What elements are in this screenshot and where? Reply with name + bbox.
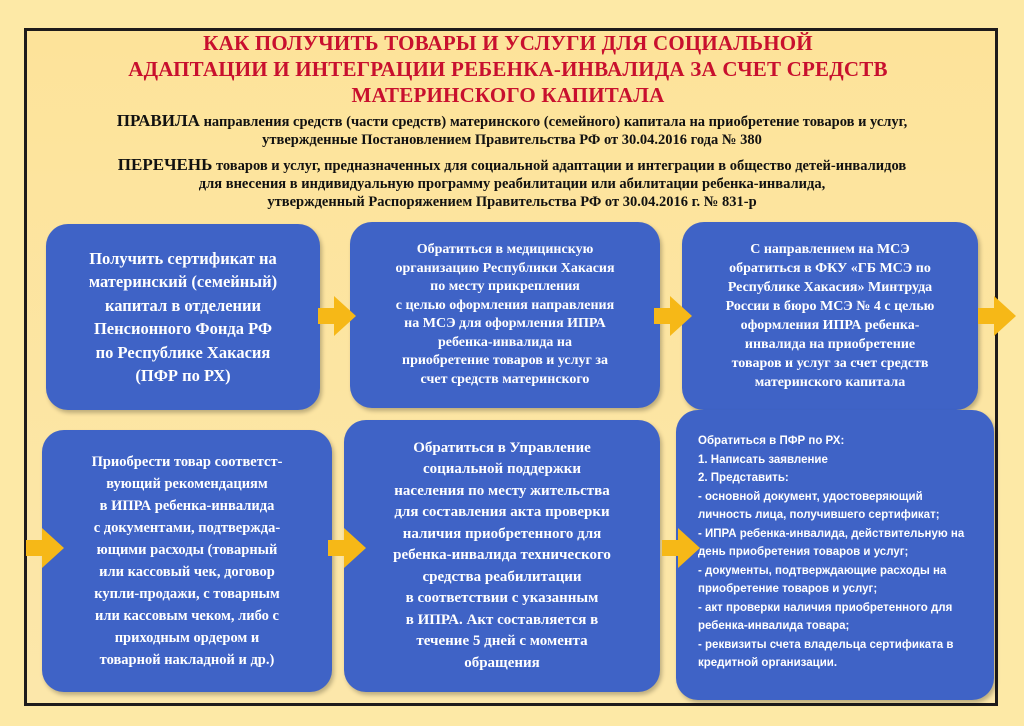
arrow-right-icon (334, 296, 356, 336)
title-line-1: КАК ПОЛУЧИТЬ ТОВАРЫ И УСЛУГИ ДЛЯ СОЦИАЛЬНОЙ (203, 31, 813, 55)
list-line2: для внесения в индивидуальную программу реабилитации или абилитации ребенка-инвалида, (198, 176, 826, 192)
step-6-item: - реквизиты счета владельца сертификата в кредитной организации. (698, 638, 954, 669)
rules-paragraph (28, 112, 996, 149)
arrow-right-icon (994, 296, 1016, 336)
rules-lead: ПРАВИЛА (116, 111, 200, 130)
step-6-item: 2. Представить: (698, 472, 789, 484)
rules-text: направления средств (части средств) материнского (семейного) капитала на приобретение товаров и услуг, (203, 114, 908, 130)
step-6-item: - ИПРА ребенка-инвалида, действительную на день приобретения товаров и услуг; (698, 527, 965, 558)
step-5-text: Обратиться в Управление социальной поддержки населения по месту жительства для составления акта проверки наличия приобретенного для ребенка-инвалида технического средства реабилитации в соответствии с указанным в ИПРА. Акт составляется в течение 5 дней с момента обращения (393, 439, 611, 671)
arrow-right-icon (42, 528, 64, 568)
arrow-right-icon (678, 528, 700, 568)
arrow-right-icon (344, 528, 366, 568)
step-6-item: - документы, подтверждающие расходы на приобретение товаров и услуг; (698, 564, 947, 595)
step-3-box (682, 222, 978, 410)
list-paragraph (28, 156, 996, 211)
step-1-box (46, 224, 320, 410)
step-1-text: Получить сертификат на материнский (семейный) капитал в отделении Пенсионного Фонда РФ по Республике Хакасия (ПФР по РХ) (88, 248, 278, 385)
list-text: товаров и услуг, предназначенных для социальной адаптации и интеграции в общество детей-инвалидов (215, 158, 907, 174)
step-5-box (344, 420, 660, 692)
step-6-item: - основной документ, удостоверяющий личность лица, получившего сертификат; (698, 490, 940, 521)
title-line-3: МАТЕРИНСКОГО КАПИТАЛА (351, 83, 665, 107)
rules-line2: утвержденные Постановлением Правительства РФ от 30.04.2016 года № 380 (262, 132, 762, 148)
step-4-text: Приобрести товар соответст- вующий рекомендациям в ИПРА ребенка-инвалида с документами, подтвержда- ющими расходы (товарный или кассовый чек, договор купли-продажи, с товарным или кассовым чеком, либо с приходным ордером и товарной накладной и др.) (91, 454, 283, 668)
step-6-item: 1. Написать заявление (698, 453, 828, 466)
list-line3: утвержденный Распоряжением Правительства РФ от 30.04.2016 г. № 831-р (267, 194, 757, 210)
step-6-heading: Обратиться в ПФР по РХ: (698, 435, 845, 447)
step-2-text: Обратиться в медицинскую организацию Республики Хакасия по месту прикрепления с целью оформления направления на МСЭ для оформления ИПРА ребенка-инвалида на приобретение товаров и услуг за счет средств материнского (395, 242, 615, 387)
step-2-box (350, 222, 660, 408)
poster-title (28, 30, 988, 108)
title-line-2: АДАПТАЦИИ И ИНТЕГРАЦИИ РЕБЕНКА-ИНВАЛИДА ЗА СЧЕТ СРЕДСТВ (128, 57, 888, 81)
step-6-box (676, 410, 994, 700)
step-3-text: С направлением на МСЭ обратиться в ФКУ «ГБ МСЭ по Республике Хакасия» Минтруда России в бюро МСЭ № 4 с целью оформления ИПРА ребенка- инвалида на приобретение товаров и услуг за счет средств материнского капитала (725, 242, 935, 390)
step-6-list (698, 432, 976, 673)
step-6-item: - акт проверки наличия приобретенного для ребенка-инвалида товара; (698, 601, 953, 632)
step-4-box (42, 430, 332, 692)
arrow-right-icon (670, 296, 692, 336)
list-lead: ПЕРЕЧЕНЬ (117, 155, 213, 174)
